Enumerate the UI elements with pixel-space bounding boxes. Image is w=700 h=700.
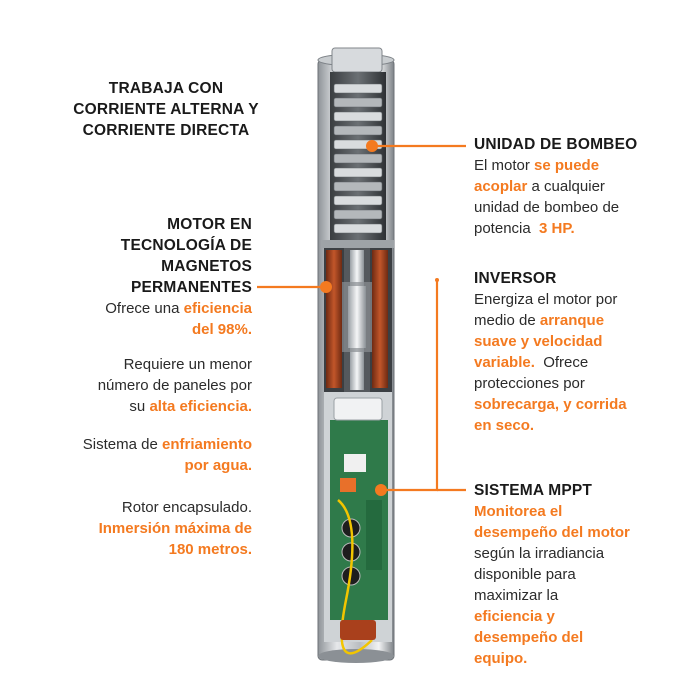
pump-unit-text: El motor: [474, 157, 535, 174]
motor-heading-line: MAGNETOS: [161, 258, 252, 275]
impeller-stage: [334, 154, 382, 163]
pump-unit-text: unidad de bombeo de: [474, 199, 620, 216]
panels-text: Requiere un menor: [123, 356, 252, 373]
leader-dot-motor: [320, 281, 332, 293]
pump-unit-description: [474, 134, 694, 239]
cooling-text: Sistema de: [82, 436, 162, 453]
inverter-highlight: en seco.: [474, 417, 535, 434]
cooling-highlight: enfriamiento: [161, 436, 252, 453]
cooling-description: [20, 434, 252, 476]
leader-dot-pump-unit: [366, 140, 378, 152]
inverter-highlight: arranque: [539, 312, 605, 329]
impeller-stage: [334, 84, 382, 93]
pump-unit-highlight: 3 HP.: [539, 220, 575, 237]
motor-heading-line: MOTOR EN: [167, 216, 252, 233]
motor-heading-line: PERMANENTES: [130, 279, 252, 296]
impeller-stage: [334, 168, 382, 177]
impeller-stage: [334, 126, 382, 135]
rotor-highlight: Inmersión máxima de: [98, 520, 252, 537]
panels-description: [20, 354, 252, 417]
pump-unit-text: a cualquier: [527, 178, 605, 195]
ac-dc-heading-line: CORRIENTE ALTERNA Y: [73, 101, 259, 118]
ac-dc-heading-line: CORRIENTE DIRECTA: [82, 122, 250, 139]
motor-heading-line: TECNOLOGÍA DE: [120, 237, 252, 254]
inverter-text: Energiza el motor por: [474, 291, 618, 308]
motor-highlight: eficiencia: [183, 300, 252, 317]
motor-text: Ofrece una: [105, 300, 184, 317]
impeller-stage: [334, 182, 382, 191]
inverter-text: medio de: [474, 312, 540, 329]
inverter-highlight: variable.: [474, 354, 535, 371]
impeller-stage: [334, 210, 382, 219]
panels-text: su: [129, 398, 150, 415]
mppt-text: maximizar la: [474, 587, 559, 604]
mppt-highlight: eficiencia y: [474, 608, 555, 625]
inverter-text: Ofrece: [534, 354, 589, 371]
pump-unit-highlight: se puede: [534, 157, 600, 174]
mppt-highlight: Monitorea el: [474, 503, 563, 520]
cooling-highlight: por agua.: [184, 457, 252, 474]
impeller-stage: [334, 98, 382, 107]
mppt-highlight: desempeño del motor: [474, 524, 630, 541]
panels-text: número de paneles por: [97, 377, 252, 394]
mppt-text: según la irradiancia: [474, 545, 605, 562]
mppt-description: [474, 480, 696, 669]
inverter-heading: INVERSOR: [474, 270, 557, 287]
mppt-highlight: desempeño del: [474, 629, 584, 646]
impeller-stage: [334, 112, 382, 121]
motor-section: [322, 240, 394, 392]
impeller-stage: [334, 224, 382, 233]
inverter-board: [324, 392, 392, 653]
inverter-description: [474, 268, 696, 436]
rotor-text: Rotor encapsulado.: [121, 499, 252, 516]
ac-dc-heading-line: TRABAJA CON: [108, 80, 224, 97]
inverter-highlight: sobrecarga, y corrida: [474, 396, 627, 413]
inverter-highlight: suave y velocidad: [474, 333, 603, 350]
rotor-description: [20, 497, 252, 560]
impeller-stage: [334, 196, 382, 205]
rotor-highlight: 180 metros.: [168, 541, 252, 558]
panels-highlight: alta eficiencia.: [149, 398, 252, 415]
mppt-heading: SISTEMA MPPT: [474, 482, 593, 499]
inverter-text: protecciones por: [474, 375, 585, 392]
ac-dc-heading: [60, 78, 272, 141]
pump-unit-heading: UNIDAD DE BOMBEO: [474, 136, 638, 153]
motor-highlight: del 98%.: [191, 321, 252, 338]
leader-dot-mppt: [375, 484, 387, 496]
mppt-highlight: equipo.: [474, 650, 528, 667]
pump-unit-text: potencia: [474, 220, 540, 237]
mppt-text: disponible para: [474, 566, 576, 583]
pump-unit-highlight: acoplar: [474, 178, 528, 195]
motor-description: [40, 214, 252, 340]
